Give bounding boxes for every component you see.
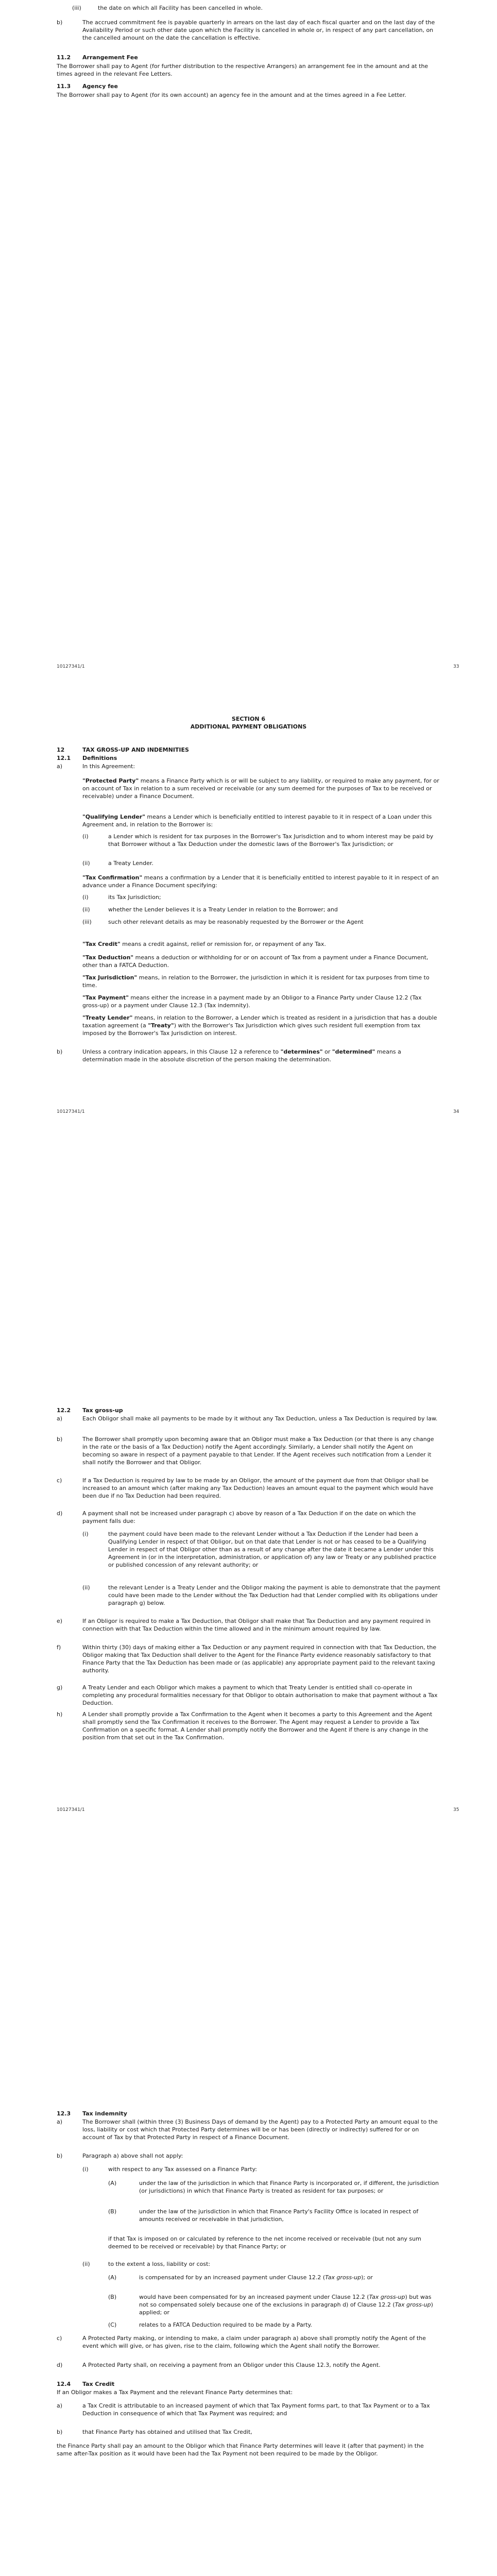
item-text: the date on which all Facility has been cancelled in whole. — [98, 5, 263, 11]
definition-text: ) with the Borrower's Tax Jurisdiction which gives such resident full exemption from tax imposed by the Borrower's Tax Jurisdiction on interest. — [82, 1022, 421, 1037]
item-label: (i) — [82, 894, 89, 901]
item-label: (i) — [82, 1531, 89, 1537]
clause-title: Arrangement Fee — [82, 54, 138, 61]
item-label: d) — [57, 1510, 63, 1517]
definition-text: means, in relation to the Borrower, a Lender which is treated as resident in a jurisdiction that has a double taxation agreement (a — [82, 1014, 437, 1029]
item-label: a) — [57, 1415, 63, 1422]
clause-title: Tax indemnity — [82, 2110, 127, 2117]
item-label: d) — [57, 2362, 63, 2368]
clause-number: 12.4 — [57, 2381, 71, 2387]
page-number: 34 — [453, 1109, 459, 1114]
item-text: its Tax Jurisdiction; — [108, 894, 161, 901]
item-label: h) — [57, 1711, 63, 1718]
clause-number: 12.2 — [57, 1407, 71, 1414]
item-label: c) — [57, 1477, 62, 1484]
definition-text: means a Lender which is beneficially entitled to interest payable to it in respect of a Loan under this Agreement and, in relation to the Borrower is: — [82, 814, 432, 828]
item-label: (ii) — [82, 2261, 90, 2267]
clause-title: Agency fee — [82, 83, 118, 90]
item-label: b) — [57, 19, 63, 26]
paragraph: A Treaty Lender and each Obligor which makes a payment to which that Treaty Lender is entitled shall co-operate in completing any procedural formalities necessary for that Obligor to obtain authorisation to make that payment without a Tax Deduction. — [82, 1684, 438, 1706]
paragraph: A Protected Party shall, on receiving a payment from an Obligor under this Clause 12.3, notify the Agent. — [82, 2362, 381, 2368]
item-text-part: ) but was not so compensated solely because one of the exclusions in paragraph d) of Clause 12.2 ( — [139, 2294, 432, 2308]
section-title: ADDITIONAL PAYMENT OBLIGATIONS — [190, 723, 307, 730]
paragraph — [82, 1048, 440, 1063]
item-label: f) — [57, 1644, 61, 1651]
item-text: the relevant Lender is a Treaty Lender and the Obligor making the payment is able to demonstrate that the payment could have been made to the Lender without the Tax Deduction had that Lender complied with its obligations under paragraph g) below. — [108, 1584, 440, 1606]
item-label: g) — [57, 1684, 63, 1691]
item-text: under the law of the jurisdiction in which that Finance Party's Facility Office is located in respect of amounts received or receivable in that jurisdiction, — [139, 2208, 419, 2223]
defined-term: "Qualifying Lender" — [82, 814, 145, 820]
clause-reference: Tax gross-up — [369, 2294, 405, 2300]
defined-term: "determined" — [332, 1048, 375, 1055]
definition-treaty-lender — [82, 1014, 440, 1037]
clause-reference: Tax gross-up — [395, 2301, 431, 2308]
item-label: (A) — [108, 2274, 117, 2281]
document-id: 10127341/1 — [57, 1109, 85, 1114]
paragraph-text: means a determination made in the absolute discretion of the person making the determination. — [82, 1048, 401, 1063]
paragraph: Each Obligor shall make all payments to be made by it without any Tax Deduction, unless a Tax Deduction is required by law. — [82, 1415, 438, 1422]
document-id: 10127341/1 — [57, 1807, 85, 1812]
definition-text: means a deduction or withholding for or on account of Tax from a payment under a Finance Document, other than a FATCA Deduction. — [82, 954, 429, 969]
item-label: (iii) — [72, 5, 81, 11]
defined-term: "Tax Deduction" — [82, 954, 134, 961]
item-label: (ii) — [82, 906, 90, 913]
item-label: b) — [57, 1436, 63, 1443]
definition-tax-credit — [82, 940, 440, 948]
definition-tax-payment — [82, 994, 440, 1009]
item-label: a) — [57, 2119, 63, 2125]
definition-tax-confirmation — [82, 874, 440, 889]
paragraph: a Tax Credit is attributable to an increased payment of which that Tax Payment forms part, to that Tax Payment or to a Tax Deduction in consequence of which that Tax Payment was required; and — [82, 2402, 430, 2417]
clause-title: Tax Credit — [82, 2381, 115, 2387]
item-label: b) — [57, 1048, 63, 1055]
clause-title: Tax gross-up — [82, 1407, 123, 1414]
page-36 — [0, 2110, 497, 2576]
definition-text: means a Finance Party which is or will be subject to any liability, or required to make any payment, for or on account of Tax in relation to a sum received or receivable (or any sum deemed for the purposes of Tax to be received or receivable) under a Finance Document. — [82, 777, 439, 800]
item-label: c) — [57, 2335, 62, 2342]
defined-term: "Tax Confirmation" — [82, 874, 143, 881]
item-text-part: ); or — [361, 2274, 373, 2281]
item-label: (i) — [82, 833, 89, 840]
item-text-part: would have been compensated for by an increased payment under Clause 12.2 ( — [139, 2294, 369, 2300]
clause-number: 12.1 — [57, 755, 71, 761]
paragraph: If an Obligor makes a Tax Payment and the relevant Finance Party determines that: — [57, 2389, 293, 2396]
item-text-part: is compensated for by an increased payment under Clause 12.2 ( — [139, 2274, 325, 2281]
defined-term: "Protected Party" — [82, 777, 139, 784]
defined-term: "Tax Payment" — [82, 994, 129, 1001]
item-label: a) — [57, 2402, 63, 2409]
paragraph: A Lender shall promptly provide a Tax Confirmation to the Agent when it becomes a party to this Agreement and the Agent shall promptly send the Tax Confirmation it receives to the Borrower. The Agent may request a Lender to provide a Tax Confirmation on a specific format. A Lender shall promptly notify the Borrower and the Agent if there is any change in the position from that set out in the Tax Confirmation. — [82, 1711, 433, 1741]
paragraph: The Borrower shall promptly upon becoming aware that an Obligor must make a Tax Deduction (or that there is any change in the rate or the basis of a Tax Deduction) notify the Agent accordingly. Similarly, a Lender shall notify the Agent on becoming so aware in respect of a payment payable to that Lender. If the Agent receives such notification from a Lender it shall notify the Borrower and that Obligor. — [82, 1436, 434, 1466]
paragraph: A payment shall not be increased under paragraph c) above by reason of a Tax Deduction if on the date on which the payment falls due: — [82, 1510, 416, 1524]
item-label: (B) — [108, 2208, 117, 2215]
document-id: 10127341/1 — [57, 664, 85, 669]
definition-text: means either the increase in a payment made by an Obligor to a Finance Party under Clause 12.2 (Tax gross-up) or a payment under Clause 12.3 (Tax indemnity). — [82, 994, 422, 1009]
definition-tax-deduction — [82, 954, 440, 969]
paragraph-text: or — [322, 1048, 332, 1055]
paragraph: that Finance Party has obtained and utilised that Tax Credit, — [82, 2429, 252, 2435]
defined-term: "Tax Credit" — [82, 941, 121, 947]
page-34 — [0, 703, 497, 1406]
clause-number: 12.3 — [57, 2110, 71, 2117]
item-text: relates to a FATCA Deduction required to be made by a Party. — [139, 2321, 312, 2328]
item-text: a Treaty Lender. — [108, 860, 153, 867]
item-label: e) — [57, 1618, 63, 1624]
item-label: a) — [57, 763, 63, 770]
item-label: (ii) — [82, 860, 90, 867]
page-35 — [0, 1406, 497, 2110]
paragraph: if that Tax is imposed on or calculated by reference to the net income received or receivable (but not any sum deemed to be received or receivable) by that Finance Party; or — [108, 2235, 421, 2250]
paragraph: The Borrower shall pay to Agent (for its own account) an agency fee in the amount and at the times agreed in a Fee Letter. — [57, 92, 406, 98]
item-label: (i) — [82, 2166, 89, 2173]
page-33 — [0, 0, 497, 703]
item-label: b) — [57, 2153, 63, 2159]
definition-text: means, in relation to the Borrower, the jurisdiction in which it is resident for tax purposes from time to time. — [82, 974, 430, 989]
clause-title: Definitions — [82, 755, 117, 761]
item-text: under the law of the jurisdiction in which that Finance Party is incorporated or, if different, the jurisdiction (or jurisdictions) in which that Finance Party is treated as resident for tax purposes; or — [139, 2180, 439, 2194]
paragraph: the Finance Party shall pay an amount to the Obligor which that Finance Party determines will leave it (after that payment) in the same after-Tax position as it would have been had the Tax Payment not been required to be made by the Obligor. — [57, 2443, 424, 2457]
paragraph: If an Obligor is required to make a Tax Deduction, that Obligor shall make that Tax Deduction and any payment required in connection with that Tax Deduction within the time allowed and in the minimum amount required by law. — [82, 1618, 431, 1632]
item-label: (A) — [108, 2180, 117, 2187]
item-text — [139, 2293, 440, 2316]
definition-protected-party — [82, 777, 440, 800]
defined-term: "determines" — [280, 1048, 323, 1055]
item-label: (ii) — [82, 1584, 90, 1591]
item-label: (B) — [108, 2294, 117, 2300]
defined-term: "Treaty" — [148, 1022, 174, 1029]
clause-number: 12 — [57, 747, 65, 753]
paragraph: Paragraph a) above shall not apply: — [82, 2153, 183, 2159]
item-label: (C) — [108, 2321, 117, 2328]
paragraph: The Borrower shall pay to Agent (for further distribution to the respective Arrangers) an arrangement fee in the amount and at the times agreed in the relevant Fee Letters. — [57, 63, 429, 77]
clause-number: 11.2 — [57, 54, 71, 61]
defined-term: "Tax Jurisdiction" — [82, 974, 138, 981]
paragraph: The Borrower shall (within three (3) Business Days of demand by the Agent) pay to a Protected Party an amount equal to the loss, liability or cost which that Protected Party determines will be or has been (directly or indirectly) suffered for or on account of Tax by that Protected Party in respect of a Finance Document. — [82, 2119, 438, 2141]
item-text: the payment could have been made to the relevant Lender without a Tax Deduction if the Lender had been a Qualifying Lender in respect of that Obligor, but on that date that Lender is not or has ceased to be a Qualifying Lender in respect of that Obligor other than as a result of any change after the date it became a Lender under this Agreement in (or in the interpretation, administration, or application of) any law or Treaty or any published practice or published concession of any relevant authority; or — [108, 1531, 437, 1568]
paragraph-text: Unless a contrary indication appears, in this Clause 12 a reference to — [82, 1048, 281, 1055]
section-heading: SECTION 6 — [231, 716, 266, 722]
clause-title: TAX GROSS-UP AND INDEMNITIES — [82, 747, 189, 753]
defined-term: "Treaty Lender" — [82, 1014, 133, 1021]
item-label: (iii) — [82, 919, 92, 925]
item-text: a Lender which is resident for tax purposes in the Borrower's Tax Jurisdiction and to whom interest may be paid by that Borrower without a Tax Deduction under the domestic laws of the Borrower's Tax Jurisdiction; or — [108, 833, 434, 848]
clause-reference: Tax gross-up — [325, 2274, 362, 2281]
paragraph: If a Tax Deduction is required by law to be made by an Obligor, the amount of the payment due from that Obligor shall be increased to an amount which (after making any Tax Deduction) leaves an amount equal to the payment which would have been due if no Tax Deduction had been required. — [82, 1477, 434, 1499]
page-number: 35 — [453, 1807, 459, 1812]
item-text-part: ) applied; or — [139, 2301, 433, 2316]
definition-qualifying-lender — [82, 813, 440, 828]
definition-text: means a confirmation by a Lender that it is beneficially entitled to interest payable to it in respect of an advance under a Finance Document specifying: — [82, 874, 439, 889]
paragraph: The accrued commitment fee is payable quarterly in arrears on the last day of each fiscal quarter and on the last day of the Availability Period or such other date upon which the Facility is cancelled in whole or, in respect of any part cancellation, on the cancelled amount on the date the cancellation is effective. — [82, 19, 435, 41]
definition-tax-jurisdiction — [82, 974, 440, 989]
item-text: to the extent a loss, liability or cost: — [108, 2261, 211, 2267]
page-number: 33 — [453, 664, 459, 669]
paragraph: In this Agreement: — [82, 763, 135, 770]
item-text: whether the Lender believes it is a Treaty Lender in relation to the Borrower; and — [108, 906, 338, 913]
item-label: b) — [57, 2429, 63, 2435]
clause-number: 11.3 — [57, 83, 71, 90]
item-text: with respect to any Tax assessed on a Finance Party: — [108, 2166, 257, 2173]
paragraph: A Protected Party making, or intending to make, a claim under paragraph a) above shall promptly notify the Agent of the event which will give, or has given, rise to the claim, following which the Agent shall notify the Borrower. — [82, 2335, 426, 2349]
item-text — [139, 2274, 440, 2281]
paragraph: Within thirty (30) days of making either a Tax Deduction or any payment required in connection with that Tax Deduction, the Obligor making that Tax Deduction shall deliver to the Agent for the Finance Party evidence reasonably satisfactory to that Finance Party that the Tax Deduction has been made or (as applicable) any appropriate payment paid to the relevant taxing authority. — [82, 1644, 437, 1674]
definition-text: means a credit against, relief or remission for, or repayment of any Tax. — [120, 941, 326, 947]
item-text: such other relevant details as may be reasonably requested by the Borrower or the Agent — [108, 919, 364, 925]
